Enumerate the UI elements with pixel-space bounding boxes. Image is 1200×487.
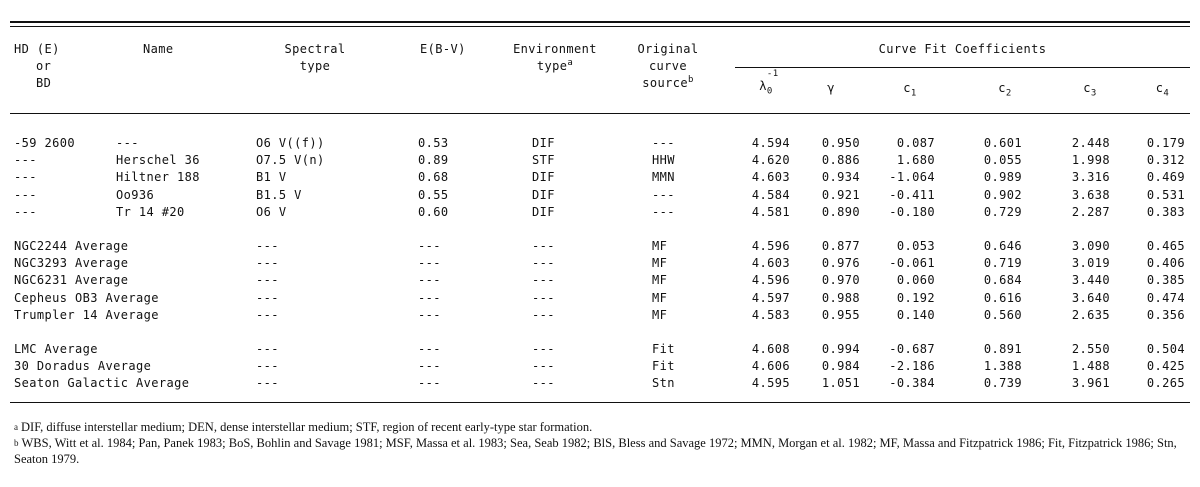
cell-c3: 2.550 [1071,342,1110,356]
cell-sp: B1 V [256,170,287,185]
header-c1 [880,80,940,97]
cell-src: Stn [652,376,675,391]
cell-c1: -0.411 [889,187,935,202]
cell-name: Oo936 [116,187,155,202]
header-spectral-line2: type [299,59,331,73]
header-original-line2: curve [648,59,688,73]
cell-c2: 0.739 [983,376,1022,391]
cell-env: --- [532,376,555,391]
cell-ebv: 0.60 [418,204,449,219]
cell-c3: 3.316 [1071,170,1110,185]
cell-c1: 0.060 [896,273,935,288]
table-row [0,255,1200,272]
cell-ebv: 0.55 [418,187,449,202]
cell-env: --- [532,307,555,322]
c1-subscript: 1 [910,88,917,99]
cell-c3: 3.961 [1071,376,1110,391]
cell-src: MF [652,239,668,253]
cell-gamma: 0.984 [821,359,860,374]
cell-ebv: --- [418,290,441,305]
cell-lambda: 4.596 [751,239,790,253]
header-spectral [270,41,360,75]
header-original-source [628,41,708,92]
header-original-line3 [628,75,708,92]
c4-subscript: 4 [1163,88,1170,99]
cell-c4: 0.312 [1146,153,1185,168]
cell-src: MF [652,256,668,271]
header-name: Name [143,42,174,56]
cell-gamma: 1.051 [821,376,860,391]
cell-hd: NGC3293 Average [14,256,129,271]
top-rule-thin [10,26,1190,27]
header-ebv: E(B-V) [420,42,466,56]
header-hd-line2: or [36,59,52,73]
cell-c1: 0.053 [896,239,935,253]
cell-c1: -0.061 [889,256,935,271]
table-row [0,169,1200,186]
cell-name: Herschel 36 [116,153,200,168]
cell-src: HHW [652,153,675,168]
cell-gamma: 0.955 [821,307,860,322]
cell-c1: 0.140 [896,307,935,322]
footnote-a [14,420,1189,436]
cell-c4: 0.385 [1146,273,1185,288]
cell-c1: -2.186 [889,359,935,374]
cell-c4: 0.465 [1146,239,1185,253]
cell-c3: 1.488 [1071,359,1110,374]
cell-src: --- [652,187,675,202]
cell-src: MF [652,307,668,322]
cell-gamma: 0.976 [821,256,860,271]
cell-hd: NGC6231 Average [14,273,129,288]
cell-sp: --- [256,376,279,391]
cell-lambda: 4.584 [751,187,790,202]
cell-src: Fit [652,342,675,356]
header-environment [500,41,610,75]
cell-sp: --- [256,256,279,271]
cell-c1: 1.680 [896,153,935,168]
cell-c4: 0.383 [1146,204,1185,219]
cell-sp: --- [256,290,279,305]
cell-c2: 0.616 [983,290,1022,305]
cell-gamma: 0.934 [821,170,860,185]
top-rule-thick [10,21,1190,23]
cell-hd: 30 Doradus Average [14,359,152,374]
table-row [0,341,1200,358]
cell-ebv: 0.68 [418,170,449,185]
cell-env: --- [532,256,555,271]
cell-env: DIF [532,170,555,185]
cell-gamma: 0.921 [821,187,860,202]
cell-c4: 0.531 [1146,187,1185,202]
header-original-line1: Original [637,42,699,56]
cell-hd: --- [14,187,37,202]
c3-subscript: 3 [1090,88,1097,99]
table-row [0,375,1200,392]
cell-c4: 0.474 [1146,290,1185,305]
c4-letter: c [1155,81,1164,95]
cell-c4: 0.356 [1146,307,1185,322]
footnote-b-mark: b [14,438,19,448]
cell-src: Fit [652,359,675,374]
cell-name: Tr 14 #20 [116,204,185,219]
cell-ebv: 0.89 [418,153,449,168]
cell-c2: 0.989 [983,170,1022,185]
header-hd-line1: HD (E) [14,42,60,56]
cell-hd: NGC2244 Average [14,239,129,253]
cell-gamma: 0.950 [821,136,860,150]
cell-sp: --- [256,239,279,253]
header-curve-fit: Curve Fit Coefficients [878,42,1047,56]
cell-c1: 0.087 [896,136,935,150]
header-c3 [1060,80,1120,97]
cell-env: --- [532,342,555,356]
cell-src: MMN [652,170,675,185]
cell-lambda: 4.606 [751,359,790,374]
bottom-rule [10,402,1190,403]
cell-src: MF [652,290,668,305]
cell-lambda: 4.594 [751,136,790,150]
cell-c2: 0.684 [983,273,1022,288]
header-c4 [1135,80,1190,97]
cell-lambda: 4.603 [751,256,790,271]
cell-c1: -0.687 [889,342,935,356]
cell-ebv: --- [418,307,441,322]
header-environment-type: type [536,59,568,73]
cell-hd: --- [14,153,37,168]
cell-env: DIF [532,204,555,219]
cell-sp: --- [256,342,279,356]
lambda-symbol: λ [759,79,767,93]
cell-ebv: --- [418,256,441,271]
cell-hd: -59 2600 [14,136,75,150]
cell-gamma: 0.886 [821,153,860,168]
cell-gamma: 0.877 [821,239,860,253]
header-spectral-line1: Spectral [284,42,346,56]
cell-hd: --- [14,170,37,185]
cell-lambda: 4.597 [751,290,790,305]
cell-c4: 0.179 [1146,136,1185,150]
cell-c2: 0.601 [983,136,1022,150]
cell-sp: O7.5 V(n) [256,153,325,168]
table-row [0,152,1200,169]
table-row [0,290,1200,307]
c3-letter: c [1083,81,1091,95]
cell-hd: LMC Average [14,342,98,356]
cell-src: --- [652,204,675,219]
cell-sp: B1.5 V [256,187,302,202]
footnote-b [14,436,1189,467]
cell-env: --- [532,239,555,253]
cell-sp: --- [256,273,279,288]
cell-c1: 0.192 [896,290,935,305]
cell-hd: Seaton Galactic Average [14,376,190,391]
cell-c3: 3.440 [1071,273,1110,288]
cell-gamma: 0.988 [821,290,860,305]
cell-sp: O6 V((f)) [256,136,325,150]
curve-fit-rule [735,67,1190,68]
header-c2 [975,80,1035,97]
c2-letter: c [998,81,1006,95]
cell-c4: 0.406 [1146,256,1185,271]
header-environment-line1: Environment [513,42,597,56]
cell-env: --- [532,273,555,288]
cell-lambda: 4.603 [751,170,790,185]
table-row [0,272,1200,289]
cell-ebv: --- [418,342,441,356]
cell-env: DIF [532,187,555,202]
table-row [0,238,1200,255]
cell-c3: 2.287 [1071,204,1110,219]
cell-c4: 0.425 [1146,359,1185,374]
cell-env: DIF [532,136,555,150]
cell-lambda: 4.596 [751,273,790,288]
table-row [0,307,1200,324]
cell-c4: 0.265 [1146,376,1185,391]
cell-c1: -0.180 [889,204,935,219]
header-rule [10,113,1190,114]
cell-name: --- [116,136,139,150]
cell-lambda: 4.595 [751,376,790,391]
cell-c3: 3.638 [1071,187,1110,202]
table-row [0,187,1200,204]
cell-lambda: 4.608 [751,342,790,356]
cell-ebv: --- [418,273,441,288]
cell-hd: --- [14,204,37,219]
cell-sp: --- [256,359,279,374]
cell-c3: 3.019 [1071,256,1110,271]
cell-c2: 1.388 [983,359,1022,374]
c2-subscript: 2 [1005,88,1012,99]
cell-sp: --- [256,307,279,322]
cell-c3: 2.448 [1071,136,1110,150]
cell-c4: 0.469 [1146,170,1185,185]
cell-env: --- [532,290,555,305]
cell-c2: 0.646 [983,239,1022,253]
cell-gamma: 0.970 [821,273,860,288]
cell-gamma: 0.994 [821,342,860,356]
cell-c3: 2.635 [1071,307,1110,322]
lambda-subscript: 0 [766,86,773,97]
cell-lambda: 4.620 [751,153,790,168]
cell-c4: 0.504 [1146,342,1185,356]
header-original-source-word: source [642,76,688,90]
header-hd [14,41,104,92]
cell-c2: 0.560 [983,307,1022,322]
header-lambda: $\lambda_0$ -1 [759,69,779,97]
c1-letter: c [903,81,911,95]
cell-c2: 0.055 [983,153,1022,168]
cell-name: Hiltner 188 [116,170,200,185]
cell-ebv: 0.53 [418,136,449,150]
header-hd-line3: BD [36,76,52,90]
footnote-marker-a: a [567,58,574,68]
table-row [0,135,1200,152]
cell-hd: Trumpler 14 Average [14,307,159,322]
cell-c2: 0.719 [983,256,1022,271]
cell-c1: -1.064 [889,170,935,185]
cell-src: MF [652,273,668,288]
table-row [0,358,1200,375]
cell-env: STF [532,153,555,168]
cell-ebv: --- [418,239,441,253]
cell-c2: 0.902 [983,187,1022,202]
cell-c3: 3.090 [1071,239,1110,253]
footnote-marker-b: b [687,75,694,85]
cell-hd: Cepheus OB3 Average [14,290,159,305]
cell-gamma: 0.890 [821,204,860,219]
cell-lambda: 4.581 [751,204,790,219]
cell-c1: -0.384 [889,376,935,391]
cell-c3: 1.998 [1071,153,1110,168]
table-row [0,204,1200,221]
cell-c2: 0.891 [983,342,1022,356]
cell-env: --- [532,359,555,374]
cell-src: --- [652,136,675,150]
header-gamma: γ [827,81,835,95]
cell-c3: 3.640 [1071,290,1110,305]
cell-ebv: --- [418,359,441,374]
cell-lambda: 4.583 [751,307,790,322]
footnote-b-text: WBS, Witt et al. 1984; Pan, Panek 1983; BoS, Bohlin and Savage 1981; MSF, Massa et al. 1983; Sea, Seab 1982; BlS, Bless and Savage 1972; MMN, Morgan et al. 1982; MF, Massa and Fitzpatrick 1986; Fit, Fitzpatrick 1986; Stn, Seaton 1979. [14,436,1177,466]
cell-c2: 0.729 [983,204,1022,219]
header-environment-line2 [500,58,610,75]
footnote-a-mark: a [14,422,18,432]
footnote-a-text: DIF, diffuse interstellar medium; DEN, dense interstellar medium; STF, region of recent early-type star formation. [21,420,593,434]
cell-ebv: --- [418,376,441,391]
cell-sp: O6 V [256,204,287,219]
